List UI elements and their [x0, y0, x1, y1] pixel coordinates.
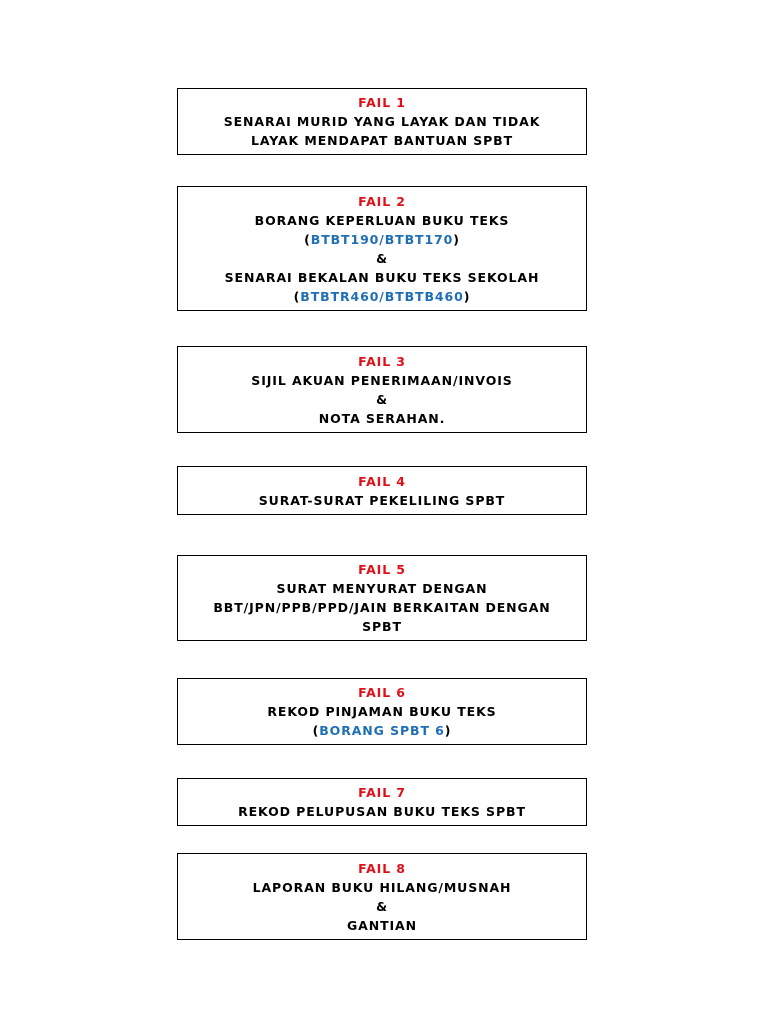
fail-2-line-1: BORANG KEPERLUAN BUKU TEKS	[254, 212, 510, 228]
fail-8-label	[177, 853, 587, 940]
fail-2-form-code-2: BTBTR460/BTBTB460	[300, 288, 464, 304]
fail-6-line-1: REKOD PINJAMAN BUKU TEKS	[267, 704, 497, 719]
fail-2-label	[177, 186, 587, 311]
fail-5-line-3: SPBT	[362, 619, 402, 634]
fail-1-title: FAIL 1	[358, 95, 406, 110]
fail-2-code-1-close: )	[453, 231, 460, 247]
fail-5-label	[177, 555, 587, 641]
fail-4-label	[177, 466, 587, 515]
fail-3-line-1: SIJIL AKUAN PENERIMAAN/INVOIS	[251, 372, 513, 388]
fail-6-code-close: )	[444, 723, 452, 738]
fail-2-line-3: SENARAI BEKALAN BUKU TEKS SEKOLAH	[224, 269, 540, 285]
fail-6-form-code: BORANG SPBT 6	[319, 723, 445, 738]
fail-3-label	[177, 346, 587, 433]
fail-3-ampersand: &	[376, 391, 388, 407]
fail-1-line-2: LAYAK MENDAPAT BANTUAN SPBT	[250, 133, 514, 148]
fail-4-title: FAIL 4	[358, 473, 406, 489]
fail-8-title: FAIL 8	[358, 860, 406, 876]
fail-3-title: FAIL 3	[358, 353, 406, 369]
fail-6-code-line	[313, 721, 452, 740]
fail-2-code-1-open: (	[304, 231, 311, 247]
fail-5-line-1: SURAT MENYURAT DENGAN	[276, 581, 488, 596]
fail-5-line-2: BBT/JPN/PPB/PPD/JAIN BERKAITAN DENGAN	[213, 600, 551, 615]
fail-1-line-1: SENARAI MURID YANG LAYAK DAN TIDAK	[223, 114, 541, 129]
fail-8-line-3: GANTIAN	[346, 917, 417, 933]
fail-3-line-3: NOTA SERAHAN.	[318, 410, 446, 426]
fail-5-title: FAIL 5	[358, 562, 406, 577]
fail-7-label	[177, 778, 587, 826]
fail-1-label	[177, 88, 587, 155]
fail-2-ampersand: &	[376, 250, 388, 266]
fail-2-form-code-1: BTBT190/BTBT170	[310, 231, 454, 247]
fail-6-title: FAIL 6	[358, 685, 406, 700]
fail-4-line-1: SURAT-SURAT PEKELILING SPBT	[258, 492, 506, 508]
fail-8-ampersand: &	[376, 898, 388, 914]
fail-6-code-open: (	[312, 723, 320, 738]
fail-7-line-1: REKOD PELUPUSAN BUKU TEKS SPBT	[238, 804, 526, 819]
fail-2-code-line-2	[294, 287, 471, 306]
fail-6-label	[177, 678, 587, 745]
fail-2-code-2-open: (	[293, 288, 301, 304]
fail-8-line-1: LAPORAN BUKU HILANG/MUSNAH	[252, 879, 512, 895]
fail-2-title: FAIL 2	[358, 193, 406, 209]
fail-7-title: FAIL 7	[358, 785, 406, 800]
fail-2-code-2-close: )	[463, 288, 471, 304]
fail-2-code-line-1	[304, 230, 460, 249]
